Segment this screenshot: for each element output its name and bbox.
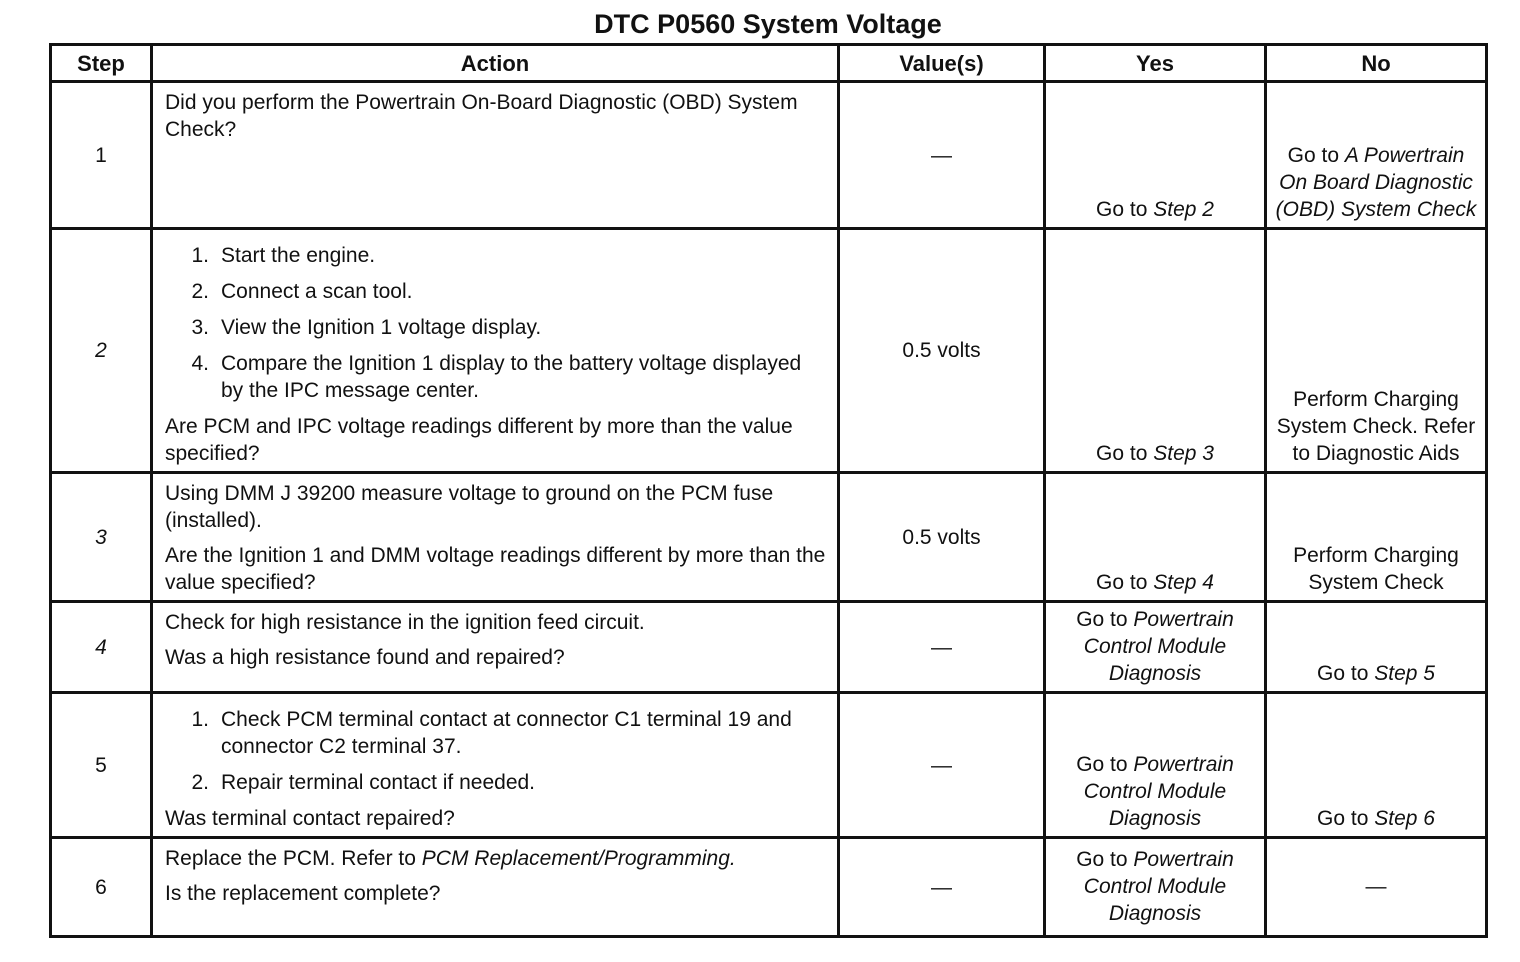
action-prefix: Replace the PCM. Refer to bbox=[165, 847, 422, 870]
list-item-text: View the Ignition 1 voltage display. bbox=[221, 316, 542, 339]
yes-cell bbox=[1045, 602, 1266, 693]
value-cell: 0.5 volts bbox=[839, 229, 1045, 473]
yes-link[interactable]: Powertrain Control Module Diagnosis bbox=[1083, 608, 1234, 685]
step-number: 3 bbox=[51, 473, 152, 602]
action-text: Did you perform the Powertrain On-Board Diagnostic (OBD) System Check? bbox=[165, 91, 798, 141]
yes-prefix: Go to bbox=[1096, 571, 1154, 594]
table-row bbox=[51, 693, 1487, 838]
header-yes: Yes bbox=[1045, 45, 1266, 82]
yes-prefix: Go to bbox=[1076, 608, 1134, 631]
action-text: Using DMM J 39200 measure voltage to ground on the PCM fuse (installed). bbox=[165, 482, 774, 532]
no-prefix: Go to bbox=[1287, 144, 1345, 167]
no-cell: — bbox=[1266, 838, 1487, 937]
no-link[interactable]: Step 6 bbox=[1374, 807, 1435, 830]
list-item-number: 3. bbox=[191, 316, 209, 339]
action-cell bbox=[152, 473, 839, 602]
yes-cell bbox=[1045, 82, 1266, 229]
action-question: Is the replacement complete? bbox=[165, 882, 441, 905]
table-row bbox=[51, 838, 1487, 937]
action-text bbox=[165, 845, 827, 872]
no-cell bbox=[1266, 82, 1487, 229]
no-prefix: Go to bbox=[1317, 662, 1375, 685]
yes-cell bbox=[1045, 838, 1266, 937]
no-link[interactable]: Step 5 bbox=[1374, 662, 1435, 685]
action-cell bbox=[152, 602, 839, 693]
value-cell: 0.5 volts bbox=[839, 473, 1045, 602]
step-number: 6 bbox=[51, 838, 152, 937]
step-number: 1 bbox=[51, 82, 152, 229]
list-item-text: Start the engine. bbox=[221, 244, 376, 267]
yes-prefix: Go to bbox=[1096, 442, 1154, 465]
list-item-number: 1. bbox=[191, 708, 209, 731]
list-item-text: Compare the Ignition 1 display to the battery voltage displayed by the IPC message center. bbox=[221, 352, 802, 402]
action-steps-list bbox=[165, 706, 827, 796]
list-item-text: Check PCM terminal contact at connector C1 terminal 19 and connector C2 terminal 37. bbox=[221, 708, 792, 758]
table-row bbox=[51, 229, 1487, 473]
table-row bbox=[51, 473, 1487, 602]
yes-prefix: Go to bbox=[1096, 198, 1154, 221]
value-cell: — bbox=[839, 693, 1045, 838]
action-question: Was a high resistance found and repaired? bbox=[165, 646, 565, 669]
list-item bbox=[165, 314, 827, 341]
table-row bbox=[51, 602, 1487, 693]
yes-prefix: Go to bbox=[1076, 753, 1134, 776]
list-item-number: 1. bbox=[191, 244, 209, 267]
action-question: Are PCM and IPC voltage readings different by more than the value specified? bbox=[165, 415, 793, 465]
action-link[interactable]: PCM Replacement/Programming bbox=[421, 847, 730, 870]
header-values: Value(s) bbox=[839, 45, 1045, 82]
value-cell: — bbox=[839, 602, 1045, 693]
list-item bbox=[165, 706, 827, 760]
list-item bbox=[165, 350, 827, 404]
header-step: Step bbox=[51, 45, 152, 82]
yes-link[interactable]: Powertrain Control Module Diagnosis bbox=[1083, 753, 1234, 830]
yes-cell bbox=[1045, 229, 1266, 473]
list-item bbox=[165, 242, 827, 269]
step-number: 2 bbox=[51, 229, 152, 473]
value-cell: — bbox=[839, 838, 1045, 937]
no-link[interactable]: A Powertrain On Board Diagnostic (OBD) System Check bbox=[1275, 144, 1477, 221]
list-item-text: Repair terminal contact if needed. bbox=[221, 771, 536, 794]
yes-link[interactable]: Step 3 bbox=[1153, 442, 1214, 465]
no-cell bbox=[1266, 602, 1487, 693]
yes-cell bbox=[1045, 693, 1266, 838]
value-cell: — bbox=[839, 82, 1045, 229]
list-item-number: 2. bbox=[191, 280, 209, 303]
action-cell bbox=[152, 693, 839, 838]
action-cell bbox=[152, 838, 839, 937]
table-row bbox=[51, 82, 1487, 229]
list-item bbox=[165, 769, 827, 796]
no-prefix: Go to bbox=[1317, 807, 1375, 830]
header-row bbox=[51, 45, 1487, 82]
no-cell: Perform Charging System Check bbox=[1266, 473, 1487, 602]
yes-link[interactable]: Step 2 bbox=[1153, 198, 1214, 221]
header-action: Action bbox=[152, 45, 839, 82]
action-steps-list bbox=[165, 242, 827, 404]
yes-prefix: Go to bbox=[1076, 847, 1134, 871]
header-no: No bbox=[1266, 45, 1487, 82]
diagnostic-table bbox=[49, 43, 1488, 938]
action-text: Check for high resistance in the ignition feed circuit. bbox=[165, 611, 645, 634]
action-question: Are the Ignition 1 and DMM voltage readings different by more than the value specified? bbox=[165, 544, 826, 594]
action-suffix: . bbox=[729, 847, 736, 870]
list-item-text: Connect a scan tool. bbox=[221, 280, 413, 303]
list-item-number: 2. bbox=[191, 771, 209, 794]
list-item bbox=[165, 278, 827, 305]
action-cell bbox=[152, 229, 839, 473]
yes-cell bbox=[1045, 473, 1266, 602]
page-title: DTC P0560 System Voltage bbox=[594, 9, 942, 39]
step-number: 4 bbox=[51, 602, 152, 693]
yes-link[interactable]: Step 4 bbox=[1153, 571, 1214, 594]
no-cell: Perform Charging System Check. Refer to Diagnostic Aids bbox=[1266, 229, 1487, 473]
action-cell bbox=[152, 82, 839, 229]
list-item-number: 4. bbox=[191, 352, 209, 375]
step-number: 5 bbox=[51, 693, 152, 838]
no-cell bbox=[1266, 693, 1487, 838]
action-question: Was terminal contact repaired? bbox=[165, 807, 455, 830]
yes-link[interactable]: Powertrain Control Module Diagnosis bbox=[1083, 847, 1234, 925]
